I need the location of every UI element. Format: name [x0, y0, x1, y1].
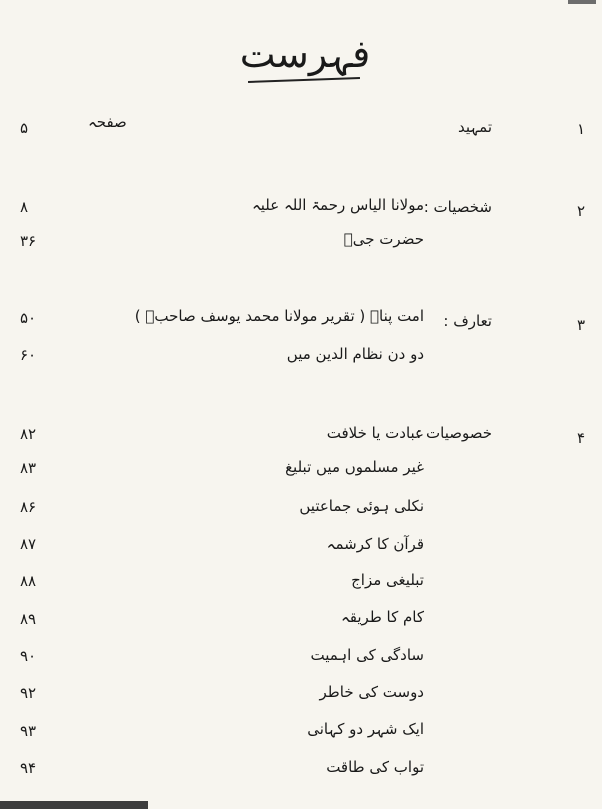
entry-title: امت پناہ ( تقریر مولانا محمد یوسف صاحبؒ ) [134, 307, 424, 325]
entry-page: ۸۲ [20, 425, 37, 443]
entry-title: غیر مسلموں میں تبلیغ [285, 458, 424, 476]
entry-page: ۸۷ [20, 535, 37, 553]
scan-edge-mark [568, 0, 596, 4]
entry-page: ۸۹ [20, 610, 37, 628]
entry-title: کام کا طریقہ [340, 608, 424, 626]
entry-page: ۵ [20, 119, 29, 137]
entry-title: تبلیغی مزاج [351, 571, 424, 589]
page-column-header: صفحہ [88, 113, 127, 131]
entry-title: مولانا الیاس رحمۃ اللہ علیہ [251, 196, 424, 214]
entry-page: ۶۰ [20, 346, 37, 364]
entry-title: نکلی ہوئی جماعتیں [299, 497, 424, 515]
entry-page: ۹۲ [20, 684, 37, 702]
entry-title: حضرت جیؒ [343, 230, 424, 248]
page-title: فہرست [239, 32, 371, 76]
entry-title: سادگی کی اہمیت [310, 646, 424, 664]
section-number: ۱ [576, 120, 585, 138]
entry-page: ۸۸ [20, 572, 37, 590]
entry-page: ۹۳ [20, 722, 37, 740]
entry-page: ۸۳ [20, 459, 37, 477]
entry-page: ۹۰ [20, 647, 37, 665]
section-number: ۴ [576, 429, 585, 447]
entry-title: دو دن نظام الدین میں [286, 345, 424, 363]
entry-title: دوست کی خاطر [319, 683, 424, 701]
entry-page: ۵۰ [20, 309, 37, 327]
entry-page: ۸ [20, 198, 29, 216]
entry-page: ۳۶ [20, 232, 37, 250]
section-title: تمہید [457, 118, 492, 136]
title-underline [248, 77, 360, 83]
section-title: تعارف : [443, 312, 492, 330]
section-number: ۲ [576, 202, 585, 220]
scan-edge-bar [0, 801, 148, 809]
section-title: شخصیات : [423, 198, 492, 216]
entry-page: ۹۴ [20, 759, 37, 777]
section-title: خصوصیات : [416, 424, 492, 442]
entry-title: ایک شہر دو کہانی [307, 720, 424, 738]
section-number: ۳ [576, 316, 585, 334]
entry-title: تواب کی طاقت [326, 758, 424, 776]
entry-title: قرآن کا کرشمہ [326, 535, 424, 553]
entry-title: عبادت یا خلافت [326, 424, 424, 442]
entry-page: ۸۶ [20, 498, 37, 516]
